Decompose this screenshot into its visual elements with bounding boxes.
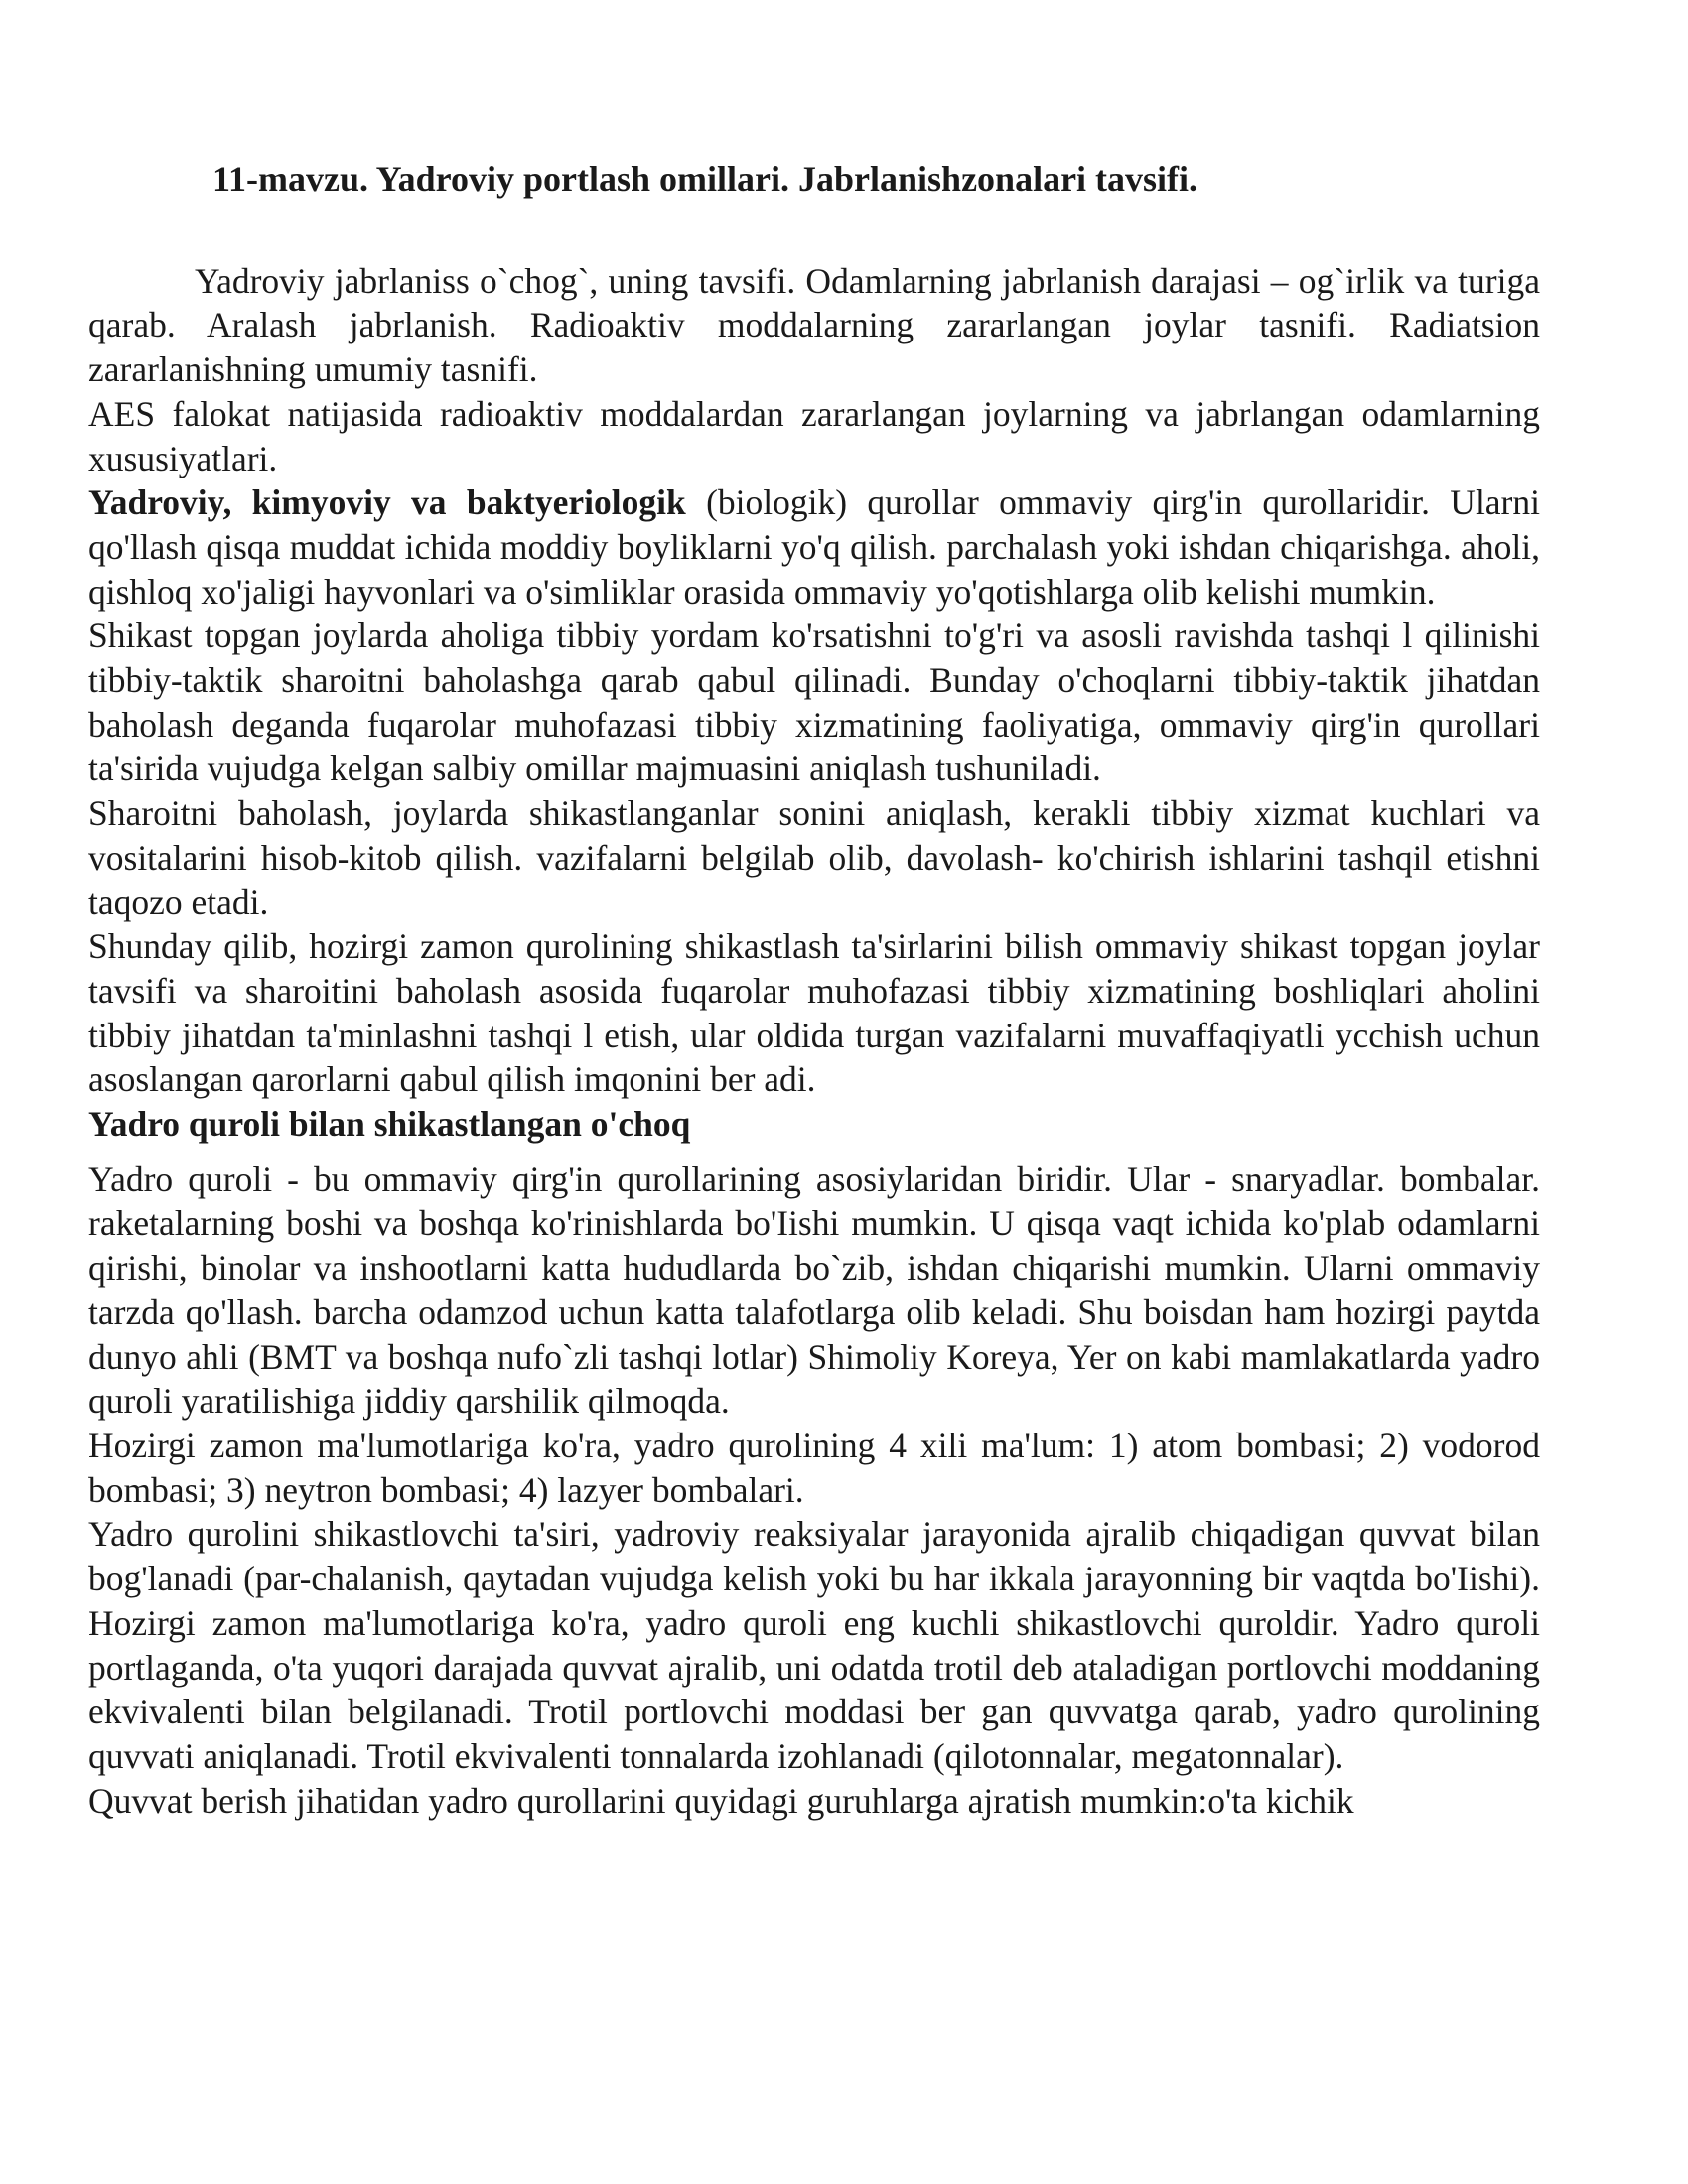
paragraph-medical-aid: Shikast topgan joylarda aholiga tibbiy yordam ko'rsatishni to'g'ri va asosli ravishda tashqi l qilinishi tibbiy-taktik sharoitni baholashga qarab qabul qilinadi. Bunday o'choqlarni tibbiy-taktik jihatdan baholash deganda fuqarolar muhofazasi tibbiy xizmatining faoliyatiga, ommaviy qirg'in qurollari ta'sirida vujudga kelgan salbiy omillar majmuasini aniqlash tushuniladi. xyxy=(88,615,1540,789)
page-title: 11-mavzu. Yadroviy portlash omillari. Jabrlanishzonalari tavsifi. xyxy=(212,159,1198,199)
paragraph-intro: Yadroviy jabrlaniss o`chog`, uning tavsifi. Odamlarning jabrlanish darajasi – og`irlik va turiga qarab. Aralash jabrlanish. Radioaktiv moddalarning zararlangan joylar tasnifi. Radiatsion zararlanishning umumiy tasnifi. xyxy=(88,260,1540,390)
document-page xyxy=(88,157,1540,1823)
paragraph-assessment: Sharoitni baholash, joylarda shikastlanganlar sonini aniqlash, kerakli tibbiy xizmat kuchlari va vositalarini hisob-kitob qilish. vazifalarni belgilab olib, davolash- ko'chirish ishlarini tashqil etishni taqozo etadi. xyxy=(88,793,1540,922)
paragraph-weapons xyxy=(88,480,1540,614)
bold-term: Yadroviy, kimyoviy va baktyeriologik xyxy=(88,482,686,523)
paragraph-weapons-text: (biologik) qurollar ommaviy qirg'in qurollaridir. Ularni qo'llash qisqa muddat ichida moddiy boyliklarni yo'q qilish. parchalash yoki ishdan chiqarishga. aholi, qishloq xo'jaligi hayvonlari va o'simliklar orasida ommaviy yo'qotishlarga olib kelishi mumkin. xyxy=(88,482,1540,612)
paragraph-types: Hozirgi zamon ma'lumotlariga ko'ra, yadro qurolining 4 xili ma'lum: 1) atom bombasi; 2) vodorod bombasi; 3) neytron bombasi; 4) lazyer bombalari. xyxy=(88,1425,1540,1510)
paragraph-nuclear-weapon: Yadro quroli - bu ommaviy qirg'in qurollarining asosiylaridan biridir. Ular - snaryadlar. bombalar. raketalarning boshi va boshqa ko'rinishlarda bo'Iishi mumkin. U qisqa vaqt ichida ko'plab odamlarni qirishi, binolar va inshootlarni katta hududlarda bo`zib, ishdan chiqarishi mumkin. Ularni ommaviy tarzda qo'llash. barcha odamzod uchun katta talafotlarga olib keladi. Shu boisdan ham hozirgi paytda dunyo ahli (BMT va boshqa nufo`zli tashqi lotlar) Shimoliy Koreya, Yer on kabi mamlakatlarda yadro quroli yaratilishiga jiddiy qarshilik qilmoqda. xyxy=(88,1159,1540,1422)
paragraph-effects: Yadro qurolini shikastlovchi ta'siri, yadroviy reaksiyalar jarayonida ajralib chiqadigan quvvat bilan bog'lanadi (par-chalanish, qaytadan vujudga kelish yoki bu har ikkala jarayonning bir vaqtda bo'Iishi). Hozirgi zamon ma'lumotlariga ko'ra, yadro quroli eng kuchli shikastlovchi quroldir. Yadro quroli portlaganda, o'ta yuqori darajada quvvat ajralib, uni odatda trotil deb ataladigan portlovchi moddaning ekvivalenti bilan belgilanadi. Trotil portlovchi moddasi ber gan quvvatga qarab, yadro qurolining quvvati aniqlanadi. Trotil ekvivalenti tonnalarda izohlanadi (qilotonnalar, megatonnalar). xyxy=(88,1514,1540,1776)
paragraph-aes: AES falokat natijasida radioaktiv moddalardan zararlangan joylarning va jabrlangan odamlarning xususiyatlari. xyxy=(88,393,1540,478)
section-heading: Yadro quroli bilan shikastlangan o'choq xyxy=(88,1104,691,1145)
paragraph-power-groups: Quvvat berish jihatidan yadro qurollarini quyidagi guruhlarga ajratish mumkin:o'ta kichik xyxy=(88,1780,1354,1821)
paragraph-conclusion: Shunday qilib, hozirgi zamon qurolining shikastlash ta'sirlarini bilish ommaviy shikast topgan joylar tavsifi va sharoitini baholash asosida fuqarolar muhofazasi tibbiy xizmatining boshliqlari aholini tibbiy jihatdan ta'minlashni tashqi l etish, ular oldida turgan vazifalarni muvaffaqiyatli ycchish uchun asoslangan qarorlarni qabul qilish imqonini ber adi. xyxy=(88,926,1540,1100)
